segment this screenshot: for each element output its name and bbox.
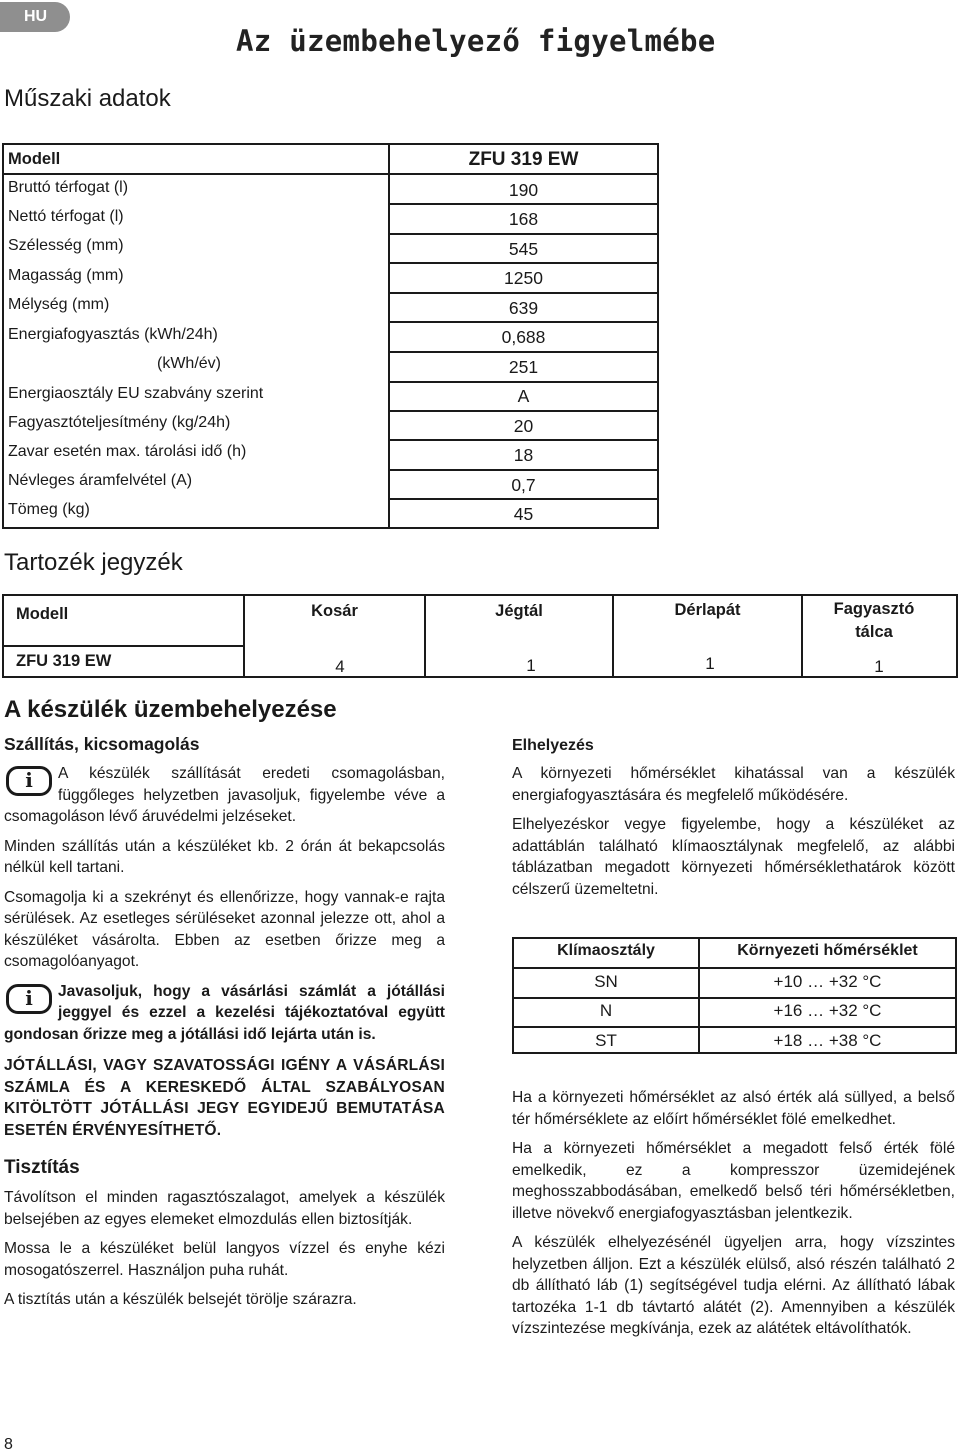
tech-row-value: 0,688	[501, 327, 546, 347]
acc-value-cell: 1	[705, 654, 715, 673]
placement-p4: Ha a környezeti hőmérséklet a megadott felső érték fölé emelkedik, ez a kompresszor üzemidejének meghosszabbodásában, emelkedő belső téri hőmérsékletben, illetve növekvő energiafogyasztásban jelentkezik.	[512, 1140, 955, 1222]
tech-row-label: Tömeg (kg)	[8, 501, 90, 518]
acc-header-cell: Dérlapát	[674, 601, 741, 619]
climate-class-cell: N	[599, 1001, 613, 1020]
placement-p5: A készülék elhelyezésénél ügyeljen arra, hogy vízszintes helyzetben álljon. Ezt a készülék elülső, alsó részén található 2 db állítható láb (1) segítségével tudja elérni. Az állítható lábak tartozéka 1-1 db távtartó alátét (2). Amennyiben a készülék vízszintezése megkívánja, ezek az alátétek eltávolíthatók.	[512, 1234, 955, 1337]
install-heading: A készülék üzembehelyezése	[4, 696, 337, 723]
acc-header-cell: Jégtál	[495, 602, 543, 620]
tech-row-value: 45	[513, 504, 534, 524]
right-column-lower	[512, 1087, 955, 1340]
acc-header-cell: Kosár	[311, 602, 358, 620]
climate-class-table	[512, 937, 957, 1054]
tech-row-label: (kWh/év)	[157, 355, 221, 372]
acc-value-cell: 1	[874, 657, 884, 676]
cleaning-p2: Mossa le a készüléket belül langyos vízzel és enyhe kézi mosogatószerrel. Használjon puha ruhát.	[4, 1240, 445, 1279]
accessories-table	[2, 594, 958, 678]
climate-class-cell: ST	[595, 1031, 617, 1050]
tech-row-label: Bruttó térfogat (l)	[8, 179, 129, 196]
tech-row-label: Névleges áramfelvétel (A)	[8, 472, 193, 489]
acc-value-cell: 1	[526, 656, 536, 675]
tech-row-label: Energiaosztály EU szabvány szerint	[8, 385, 264, 402]
tech-row-label: Magasság (mm)	[8, 267, 124, 284]
tech-data-table	[2, 143, 659, 529]
tech-model-label: Modell	[8, 150, 61, 168]
tech-row-value: 18	[513, 445, 534, 465]
tech-row-value: 545	[508, 239, 539, 259]
warranty-notice: JÓTÁLLÁSI, VAGY SZAVATOSSÁGI IGÉNY A VÁSÁRLÁSI SZÁMLA ÉS A KERESKEDŐ ÁLTAL SZABÁLYOSAN KITÖLTÖTT JÓTÁLLÁSI JEGY EGYIDEJŰ BEMUTATÁSA ESETÉN ÉRVÉNYESÍTHETŐ.	[4, 1057, 445, 1139]
info-icon: i	[6, 766, 52, 796]
tech-model-value: ZFU 319 EW	[468, 149, 579, 170]
tech-row-value: 0,7	[511, 475, 536, 495]
acc-value-cell: 4	[335, 657, 345, 676]
tech-row-label: Energiafogyasztás (kWh/24h)	[8, 326, 218, 343]
placement-p1: A környezeti hőmérséklet kihatással van a készülék energiafogyasztására és megfelelő működésére.	[512, 765, 955, 804]
page-header-title: Az üzembehelyező figyelmébe	[236, 24, 716, 58]
placement-p2: Elhelyezéskor vegye figyelembe, hogy a készüléket az adattáblán található klímaosztálynak megfelelő, az alábbi táblázatban megadott környezeti hőmérséklethatárok között célszerű üzemeltetni.	[512, 816, 955, 898]
climate-class-cell: SN	[594, 972, 618, 991]
tech-data-heading: Műszaki adatok	[4, 85, 171, 112]
left-column	[4, 734, 445, 1311]
tech-row-value: 168	[508, 209, 539, 229]
tech-row-label: Zavar esetén max. tárolási idő (h)	[8, 443, 247, 460]
accessories-heading: Tartozék jegyzék	[4, 549, 183, 576]
acc-header-cell: Modell	[16, 605, 69, 623]
cleaning-heading: Tisztítás	[4, 1157, 80, 1178]
tech-row-label: Mélység (mm)	[8, 296, 110, 313]
tech-row-value: 1250	[504, 268, 543, 288]
tech-row-value: 190	[508, 180, 539, 200]
climate-temp-cell: +18 … +38 °C	[773, 1031, 882, 1050]
placement-p3: Ha a környezeti hőmérséklet az alsó érték alá süllyed, a belső tér hőmérséklete az előírt hőmérséklet fölé emelkedhet.	[512, 1089, 955, 1128]
cleaning-p1: Távolítson el minden ragasztószalagot, amelyek a készülék belsejében az egyes elemeket elmozdulás ellen biztosítják.	[4, 1189, 445, 1228]
climate-header: Környezeti hőmérséklet	[737, 942, 918, 959]
acc-header-cell: Fagyasztó tálca	[833, 600, 915, 641]
tech-row-label: Fagyasztóteljesítmény (kg/24h)	[8, 414, 231, 431]
tech-row-label: Nettó térfogat (l)	[8, 208, 124, 225]
climate-temp-cell: +10 … +32 °C	[773, 972, 882, 991]
transport-heading: Szállítás, kicsomagolás	[4, 734, 200, 754]
climate-temp-cell: +16 … +32 °C	[773, 1001, 882, 1020]
climate-header: Klímaosztály	[557, 942, 655, 959]
tech-row-value: 20	[513, 416, 534, 436]
transport-p4: Javasoljuk, hogy a vásárlási számlát a jótállási jeggyel és ezzel a kezelési tájékoztatóval együtt gondosan őrizze meg a jótállási idő lejárta után is.	[4, 982, 445, 1043]
tech-row-value: 251	[508, 357, 539, 377]
cleaning-p3: A tisztítás után a készülék belsejét törölje szárazra.	[4, 1291, 357, 1308]
acc-model-cell: ZFU 319 EW	[16, 652, 112, 670]
tech-row-value: 639	[508, 298, 539, 318]
transport-p2: Minden szállítás után a készüléket kb. 2 órán át bekapcsolás nélkül kell tartani.	[4, 837, 445, 876]
placement-heading: Elhelyezés	[512, 737, 594, 754]
right-column	[512, 737, 955, 900]
transport-p3: Csomagolja ki a szekrényt és ellenőrizze, hogy vannak-e rajta sérülések. Az esetleges sérüléseket azonnal jelezze ott, ahol a készüléket vásárolta. Ebben az esetben őrizze meg a csomagolóanyagot.	[4, 888, 445, 970]
page-number: 8	[4, 1436, 13, 1453]
tech-row-label: Szélesség (mm)	[8, 237, 124, 254]
language-badge: HU	[0, 2, 70, 32]
info-icon: i	[6, 984, 52, 1014]
tech-row-value: A	[517, 386, 530, 406]
transport-p1: A készülék szállítását eredeti csomagolásban, függőleges helyzetben javasoljuk, figyelembe véve a csomagoláson lévő áruvédelmi jelzéseket.	[4, 765, 445, 825]
